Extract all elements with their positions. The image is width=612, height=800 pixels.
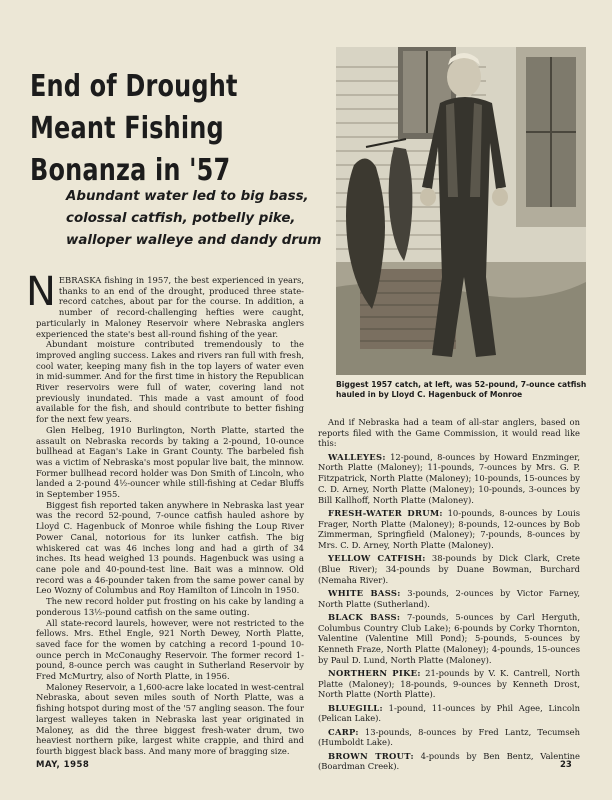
photo-caption: Biggest 1957 catch, at left, was 52-pound, 7-ounce catfish hauled in by Lloyd C. Hagenbuck of Monroe [336,380,587,399]
paragraph: The new record holder put frosting on his cake by landing a ponderous 13½-pound catfish on the same outing. [36,596,304,617]
entry-label: WALLEYES: [328,451,386,462]
entry-text: 21-pounds by V. K. Cantrell, North Platte (Maloney); 18-pounds, 9-ounces by Kenneth Drost, North Platte (North Platte). [318,668,580,700]
photo-illustration [336,47,586,375]
paragraph: Maloney Reservoir, a 1,600-acre lake located in west-central Nebraska, about seven miles south of North Platte, was a fishing hotspot during most of the '57 angling season. The four largest walleyes taken in Nebraska last year originated in Maloney, as did the three biggest fresh-water drum, two heaviest northern pike, largest white crappie, and third and fourth biggest black bass. And many more of bragging size. [36,681,304,756]
entry-text: 4-pounds by Ben Bentz, Valentine (Boardman Creek). [318,750,580,772]
paragraph: Abundant moisture contributed tremendously to the improved angling success. Lakes and rivers ran full with fresh, cool water, keeping many fish in the top layers of water even in mid-summer. And for the first time in history the Republican River reservoirs were full of water, covering land not previously inundated. This made a vast amount of food available for the fish, and should contribute to better fishing for the next few years. [36,339,304,425]
entry-text: 10-pounds, 8-ounces by Louis Frager, North Platte (Maloney); 8-pounds, 12-ounces by Bob Zimmerman, Springfield (Maloney); 7-pounds, 8-ounces by Mrs. C. D. Arney, North Platte (Maloney). [318,507,580,550]
intro-paragraph: And if Nebraska had a team of all-star anglers, based on reports filed with the Game Commission, it would read like this: [318,417,580,449]
opening-text: EBRASKA fishing in 1957, the best experienced in years, thanks to an end of the drought, produced three state-record catches, about par for the course. In addition, a number of record-challenging hefties were caught, particularly in Maloney Reservoir where Nebraska anglers experienced the state's best all-round fishing of the year. [36,275,304,339]
record-entry-black-bass [318,612,580,666]
record-entry-white-bass [318,588,580,609]
entry-text: 13-pounds, 8-ounces by Fred Lantz, Tecumseh (Humboldt Lake). [318,726,580,748]
entry-label: NORTHERN PIKE: [328,668,421,679]
record-entry-yellow-catfish [318,553,580,585]
article-title: End of Drought Meant Fishing Bonanza in '57 [30,69,238,188]
entry-label: BLUEGILL: [328,702,383,713]
paragraph: Biggest fish reported taken anywhere in Nebraska last year was the record 52-pound, 7-ounce catfish hauled ashore by Lloyd C. Hagenbuck of Monroe while fishing the Loup River Power Canal, notorious for its lunker catfish. The big whiskered cat was 46 inches long and had a girth of 34 inches. Its head weighed 13 pounds. Hagenbuck was using a cane pole and 40-pound-test line. Bait was a minnow. Old record was a 46-pounder taken from the same power canal by Leo Wozny of Columbus and Roy Hamilton of Lincoln in 1950. [36,499,304,596]
opening-paragraph [26,269,304,339]
record-entry-carp [318,727,580,748]
article-subtitle: Abundant water led to big bass, colossal catfish, potbelly pike, walloper walleye and dandy drum [66,189,322,248]
catfish-photo [336,47,586,375]
record-entry-northern-pike [318,668,580,700]
page-number: 23 [560,760,572,770]
entry-text: 3-pounds, 2-ounces by Victor Farney, North Platte (Sutherland). [318,587,580,609]
entry-text: 1-pound, 11-ounces by Phil Agee, Lincoln (Pelican Lake). [318,702,580,724]
entry-label: BLACK BASS: [328,611,401,622]
record-entry-brown-trout [318,751,580,772]
paragraph: All state-record laurels, however, were not restricted to the fellows. Mrs. Ethel Engle, 921 North Dewey, North Platte, saved face for the women by catching a record 1-pound 10-ounce perch in McConaughy Reservoir. The former record 1-pound, 8-ounce perch was caught in Sutherland Reservoir by Fred McMurtry, also of North Platte, in 1956. [36,617,304,682]
record-entry-drum [318,508,580,551]
issue-date: MAY, 1958 [36,760,90,770]
paragraph: Glen Helbeg, 1910 Burlington, North Platte, started the assault on Nebraska records by taking a 2-pound, 10-ounce bullhead at Eagan's Lake in Grant County. The barbeled fish was a victim of Nebraska's most popular live bait, the minnow. Former bullhead record holder was Don Smith of Lincoln, who landed a 2-pound 4½-ouncer while still-fishing at Cedar Bluffs in September 1955. [36,424,304,500]
entry-label: FRESH-WATER DRUM: [328,507,443,518]
left-column [26,269,304,757]
entry-text: 7-pounds, 5-ounces by Carl Herguth, Columbus Country Club Lake); 6-pounds by Corky Thornton, Valentine (Valentine Mill Pond); 5-pounds, 5-ounces by Kenneth Fraze, North Platte (Maloney); 4-pounds, 15-ounces by Paul D. Lund, North Platte (Maloney). [318,611,580,665]
entry-label: CARP: [328,726,359,737]
entry-label: YELLOW CATFISH: [328,553,426,564]
entry-label: BROWN TROUT: [328,750,414,761]
right-column [318,417,580,772]
record-entry-walleyes [318,452,580,506]
record-entry-bluegill [318,703,580,724]
entry-text: 12-pound, 8-ounces by Howard Enzminger, North Platte (Maloney); 11-pounds, 7-ounces by Mrs. G. P. Fitzpatrick, North Platte (Maloney); 10-pounds, 15-ounces by C. D. Arney, North Platte (Maloney); 10-pounds, 3-ounces by Bill Kallhoff, North Platte (Maloney). [318,451,580,505]
entry-text: 38-pounds by Dick Clark, Crete (Blue River); 34-pounds by Duane Bowman, Burchard (Nemaha River). [318,553,580,585]
entry-label: WHITE BASS: [328,587,401,598]
drop-cap: N [26,269,56,315]
